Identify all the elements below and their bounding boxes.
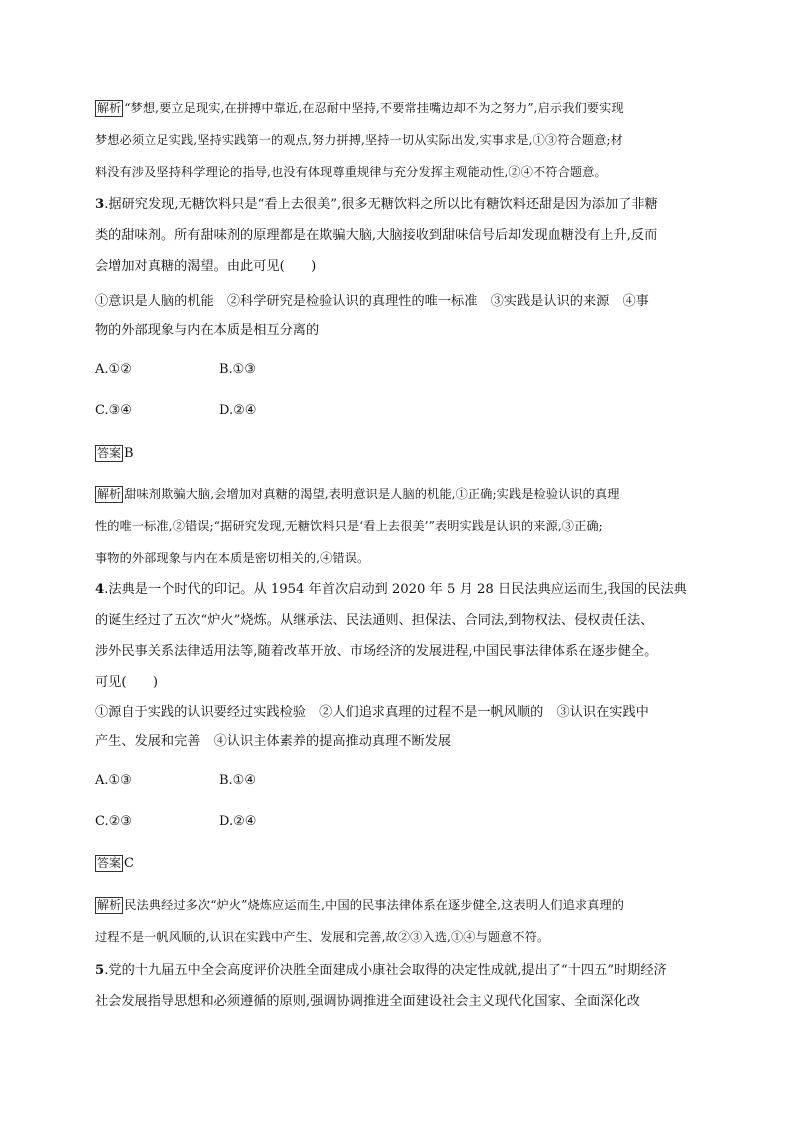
- choice-b[interactable]: B.①③: [219, 362, 256, 377]
- analysis-tag: 解析: [97, 898, 122, 912]
- analysis-line: 性的唯一标准,②错误;“据研究发现,无糖饮料只是‘看上去很美’”表明实践是认识的来源,③正确;: [95, 519, 603, 533]
- question-line: 社会发展指导思想和必须遵循的原则,强调协调推进全面建设社会主义现代化国家、全面深化改: [95, 994, 640, 1009]
- question-3-analysis: [95, 478, 705, 574]
- question-number: 4: [95, 582, 105, 597]
- analysis-line: 过程不是一帆风顺的,认识在实践中产生、发展和完善,故②③入选,①④与题意不符。: [95, 930, 550, 944]
- choice-d[interactable]: D.②④: [219, 403, 257, 418]
- analysis-line: 甜味剂欺骗大脑,会增加对真糖的渴望,表明意识是人脑的机能,①正确;实践是检验认识的真理: [124, 487, 620, 501]
- choice-b[interactable]: B.①④: [219, 773, 256, 788]
- question-line: 的诞生经过了五次“炉火”烧炼。从继承法、民法通则、担保法、合同法,到物权法、侵权责任法、: [95, 613, 654, 628]
- analysis-tag: 解析: [97, 101, 122, 115]
- question-line: .法典是一个时代的印记。从 1954 年首次启动到 2020 年 5 月 28 日民法典应运而生,我国的民法典: [104, 582, 687, 597]
- question-line: 涉外民事关系法律适用法等,随着改革开放、市场经济的发展进程,中国民事法律体系在逐步健全。: [95, 644, 658, 659]
- question-4-answer: [95, 855, 134, 872]
- statement-line: 物的外部现象与内在本质是相互分离的: [95, 323, 320, 338]
- question-5: [95, 955, 705, 1017]
- question-line: .据研究发现,无糖饮料只是“看上去很美”,很多无糖饮料之所以比有糖饮料还甜是因为添加了非糖: [104, 197, 658, 212]
- statement-line: ①意识是人脑的机能 ②科学研究是检验认识的真理性的唯一标准 ③实践是认识的来源 ④事: [95, 294, 649, 309]
- analysis-block-q2: [95, 92, 705, 188]
- question-3-statements: [95, 287, 705, 345]
- question-3-answer: [95, 445, 134, 462]
- question-4: [95, 574, 705, 698]
- choice-a[interactable]: A.①②: [95, 362, 132, 377]
- choice-c[interactable]: C.②③: [95, 814, 132, 829]
- choice-a[interactable]: A.①③: [95, 773, 132, 788]
- analysis-line: “梦想,要立足现实,在拼搏中靠近,在忍耐中坚持,不要常挂嘴边却不为之努力”,启示我们要实现: [124, 101, 624, 115]
- analysis-line: 梦想必须立足实践,坚持实践第一的观点,努力拼搏,坚持一切从实际出发,实事求是,①③符合题意;材: [95, 133, 623, 147]
- question-line: 可见( ): [95, 675, 159, 690]
- analysis-tag: 解析: [97, 487, 122, 501]
- question-line: .党的十九届五中全会高度评价决胜全面建成小康社会取得的决定性成就,提出了“十四五”时期经济: [104, 963, 667, 978]
- question-4-analysis: [95, 889, 705, 953]
- answer-tag: 答案: [97, 856, 122, 870]
- statement-line: ①源自于实践的认识要经过实践检验 ②人们追求真理的过程不是一帆风顺的 ③认识在实践中: [95, 705, 649, 720]
- answer-tag: 答案: [97, 446, 122, 460]
- analysis-line: 民法典经过多次“炉火”烧炼应运而生,中国的民事法律体系在逐步健全,这表明人们追求真理的: [124, 898, 625, 912]
- choice-c[interactable]: C.③④: [95, 403, 132, 418]
- answer-value: B: [124, 446, 134, 461]
- analysis-line: 料没有涉及坚持科学理论的指导,也没有体现尊重规律与充分发挥主观能动性,②④不符合题意。: [95, 165, 607, 179]
- question-number: 3: [95, 197, 105, 212]
- choice-d[interactable]: D.②④: [219, 814, 257, 829]
- question-number: 5: [95, 963, 105, 978]
- analysis-line: 事物的外部现象与内在本质是密切相关的,④错误。: [95, 551, 370, 565]
- answer-value: C: [124, 856, 134, 871]
- question-line: 类的甜味剂。所有甜味剂的原理都是在欺骗大脑,大脑接收到甜味信号后却发现血糖没有上升,反而: [95, 228, 658, 243]
- question-3: [95, 189, 705, 282]
- question-4-statements: [95, 698, 705, 756]
- statement-line: 产生、发展和完善 ④认识主体素养的提高推动真理不断发展: [95, 734, 452, 749]
- question-line: 会增加对真糖的渴望。由此可见( ): [95, 259, 317, 274]
